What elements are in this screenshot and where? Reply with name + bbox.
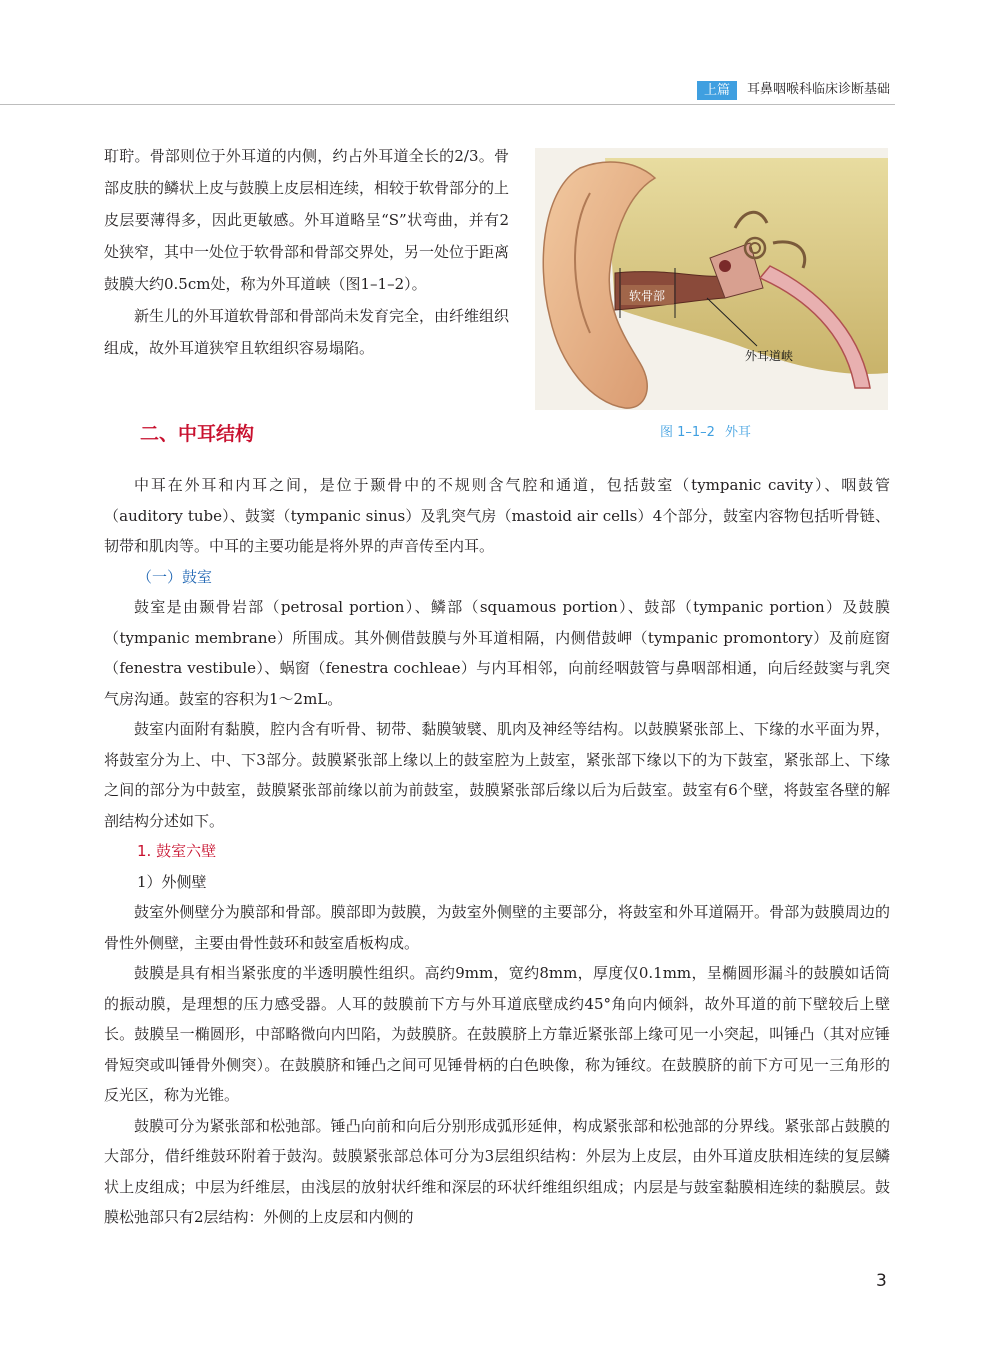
intro-paragraph-2: 新生儿的外耳道软骨部和骨部尚未发育完全，由纤维组织组成，故外耳道狭窄且软组织容易塌陷。 bbox=[104, 307, 510, 357]
section-heading: 二、中耳结构 bbox=[140, 423, 255, 445]
running-header-title: 耳鼻咽喉科临床诊断基础 bbox=[747, 82, 891, 97]
subsection-heading: （一）鼓室 bbox=[137, 567, 213, 586]
main-body bbox=[104, 470, 890, 1233]
page-number: 3 bbox=[876, 1271, 887, 1291]
paragraph-tympanic-cavity: 鼓室是由颞骨岩部（petrosal portion）、鳞部（squamous portion）、鼓部（tympanic portion）及鼓膜（tympanic membrane）所围成。其外侧借鼓膜与外耳道相隔，内侧借鼓岬（tympanic promontory）及前庭窗（fenestra vestibule）、蜗窗（fenestra cochleae）与内耳相邻，向前经咽鼓管与鼻咽部相通，向后经鼓窦与乳突气房沟通。鼓室的容积为1～2mL。 bbox=[104, 598, 890, 708]
intro-paragraph-1: 耵聍。骨部则位于外耳道的内侧，约占外耳道全长的2/3。骨部皮肤的鳞状上皮与鼓膜上皮层相连续，相较于软骨部分的上皮层要薄得多，因此更敏感。外耳道略呈“S”状弯曲，并有2处狭窄，其中一处位于软骨部和骨部交界处，另一处位于距离鼓膜大约0.5cm处，称为外耳道峡（图1–1–2）。 bbox=[104, 147, 510, 293]
header-rule bbox=[0, 104, 895, 105]
figure-caption bbox=[660, 424, 751, 442]
paragraph-cavity-divisions: 鼓室内面附有黏膜，腔内含有听骨、韧带、黏膜皱襞、肌肉及神经等结构。以鼓膜紧张部上、下缘的水平面为界，将鼓室分为上、中、下3部分。鼓膜紧张部上缘以上的鼓室腔为上鼓室，紧张部下缘以下的为下鼓室，紧张部上、下缘之间的部分为中鼓室，鼓膜紧张部前缘以前为前鼓室，鼓膜紧张部后缘以后为后鼓室。鼓室有6个壁，将鼓室各壁的解剖结构分述如下。 bbox=[104, 720, 890, 830]
figure-number: 图 1–1–2 bbox=[660, 425, 715, 440]
paragraph-membrane-layers: 鼓膜可分为紧张部和松弛部。锤凸向前和向后分别形成弧形延伸，构成紧张部和松弛部的分界线。紧张部占鼓膜的大部分，借纤维鼓环附着于鼓沟。鼓膜紧张部总体可分为3层组织结构：外层为上皮层，由外耳道皮肤相连续的复层鳞状上皮组成；中层为纤维层，由浅层的放射状纤维和深层的环状纤维组织组成；内层是与鼓室黏膜相连续的黏膜层。鼓膜松弛部只有2层结构：外侧的上皮层和内侧的 bbox=[104, 1116, 890, 1226]
heading-six-walls: 1. 鼓室六壁 bbox=[137, 842, 217, 860]
section-tag: 上篇 bbox=[697, 81, 737, 100]
heading-lateral-wall: 1）外侧壁 bbox=[137, 872, 207, 891]
paragraph-tympanic-membrane: 鼓膜是具有相当紧张度的半透明膜性组织。高约9mm，宽约8mm，厚度仅0.1mm，呈椭圆形漏斗的鼓膜如话筒的振动膜，是理想的压力感受器。人耳的鼓膜前下方与外耳道底壁成约45°角向内倾斜，故外耳道的前下壁较后上壁长。鼓膜呈一椭圆形，中部略微向内凹陷，为鼓膜脐。在鼓膜脐上方靠近紧张部上缘可见一小突起，叫锤凸（其对应锤骨短突或叫锤骨外侧突）。在鼓膜脐和锤凸之间可见锤骨柄的白色映像，称为锤纹。在鼓膜脐的前下方可见一三角形的反光区，称为光锥。 bbox=[104, 964, 890, 1104]
isthmus-label: 外耳道峡 bbox=[745, 349, 794, 363]
intro-text bbox=[104, 140, 509, 364]
paragraph-middle-ear-overview: 中耳在外耳和内耳之间，是位于颞骨中的不规则含气腔和通道，包括鼓室（tympanic cavity）、咽鼓管（auditory tube）、鼓窦（tympanic sinus）及乳突气房（mastoid air cells）4个部分，鼓室内容物包括听骨链、韧带和肌肉等。中耳的主要功能是将外界的声音传至内耳。 bbox=[104, 476, 890, 555]
cartilage-label: 软骨部 bbox=[628, 289, 666, 303]
paragraph-lateral-wall: 鼓室外侧壁分为膜部和骨部。膜部即为鼓膜，为鼓室外侧壁的主要部分，将鼓室和外耳道隔开。骨部为鼓膜周边的骨性外侧壁，主要由骨性鼓环和鼓室盾板构成。 bbox=[104, 903, 890, 952]
figure-title: 外耳 bbox=[724, 425, 751, 440]
ear-illustration bbox=[535, 148, 888, 410]
ear-anatomy-figure bbox=[535, 148, 888, 410]
